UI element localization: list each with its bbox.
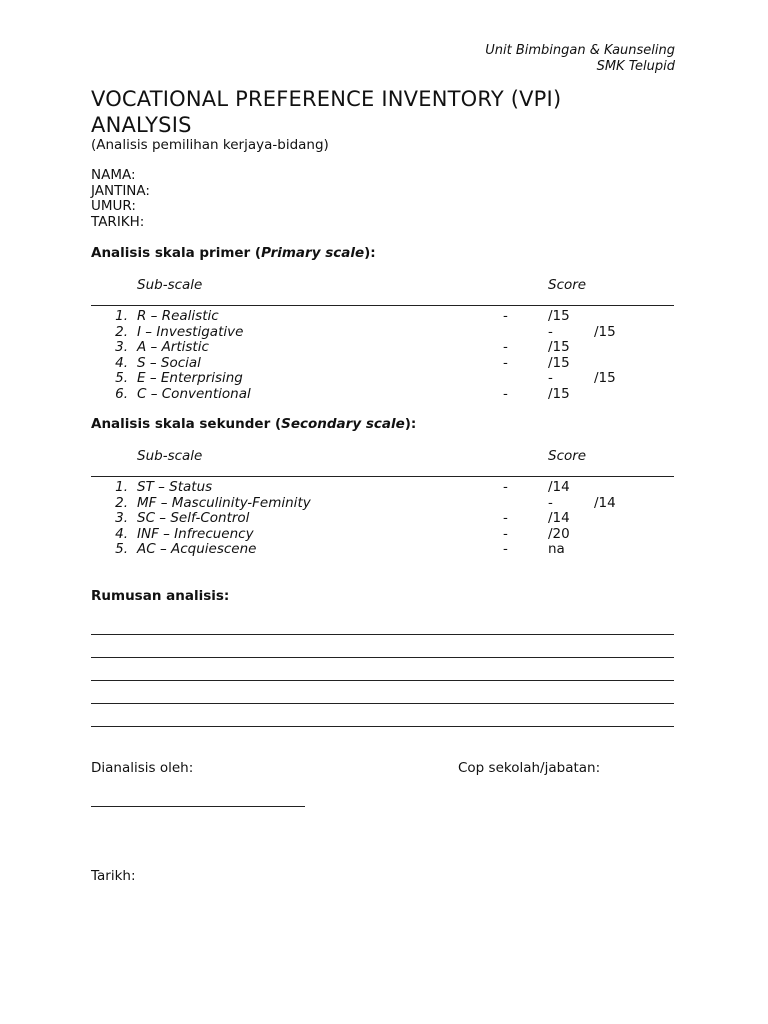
primary-row-label: A – Artistic <box>137 339 209 355</box>
secondary-row-label: SC – Self-Control <box>137 510 250 526</box>
secondary-col-score: Score <box>548 448 587 464</box>
secondary-row-label: INF – Infrecuency <box>137 525 254 542</box>
secondary-heading-suffix: ): <box>404 416 417 432</box>
school-name: SMK Telupid <box>596 59 675 74</box>
primary-row-number: 2. <box>115 323 128 340</box>
primary-row-label: R – Realistic <box>137 308 219 324</box>
field-jantina: JANTINA: <box>91 182 150 199</box>
secondary-row-number: 5. <box>115 541 128 557</box>
field-nama: NAMA: <box>91 167 136 183</box>
secondary-divider <box>91 476 674 477</box>
primary-row-dash: - <box>503 308 508 324</box>
secondary-row-score[interactable]: na <box>548 541 565 557</box>
title-line-1: VOCATIONAL PREFERENCE INVENTORY (VPI) <box>91 87 562 111</box>
primary-row-score[interactable]: /15 <box>548 308 570 324</box>
signature-line[interactable] <box>91 806 305 807</box>
primary-row <box>0 355 768 371</box>
primary-row <box>0 386 768 402</box>
summary-line-3[interactable] <box>91 680 674 681</box>
primary-heading-prefix: Analisis skala primer ( <box>91 245 262 261</box>
primary-row-label: I – Investigative <box>137 323 244 340</box>
secondary-scale-heading <box>91 416 416 432</box>
secondary-row-dash: - <box>548 494 553 511</box>
summary-line-4[interactable] <box>91 703 674 704</box>
secondary-heading-italic: Secondary scale <box>281 416 405 432</box>
primary-row-number: 5. <box>115 370 128 386</box>
primary-row-label: E – Enterprising <box>137 370 243 386</box>
primary-row-score[interactable]: /15 <box>594 370 616 386</box>
secondary-row-dash: - <box>503 510 508 526</box>
primary-row-dash: - <box>503 385 508 402</box>
secondary-row <box>0 510 768 526</box>
secondary-col-subscale: Sub-scale <box>137 448 203 464</box>
secondary-row-dash: - <box>503 525 508 542</box>
primary-row-label: C – Conventional <box>137 385 251 402</box>
page-title <box>91 86 561 138</box>
page-subtitle: (Analisis pemilihan kerjaya-bidang) <box>91 137 329 153</box>
primary-row <box>0 339 768 355</box>
school-stamp-label: Cop sekolah/jabatan: <box>458 760 601 776</box>
secondary-row-score[interactable]: /14 <box>548 510 570 526</box>
org-name: Unit Bimbingan & Kaunseling <box>485 43 675 58</box>
secondary-row-label: MF – Masculinity-Feminity <box>137 494 311 511</box>
date-label: Tarikh: <box>91 868 136 884</box>
analysed-by-label: Dianalisis oleh: <box>91 760 194 776</box>
primary-row-number: 3. <box>115 339 128 355</box>
primary-row <box>0 308 768 324</box>
title-line-2: ANALYSIS <box>91 113 192 137</box>
secondary-row-label: AC – Acquiescene <box>137 541 257 557</box>
secondary-row-number: 2. <box>115 494 128 511</box>
primary-row-score[interactable]: /15 <box>548 385 570 402</box>
primary-row <box>0 370 768 386</box>
summary-line-1[interactable] <box>91 634 674 635</box>
primary-row-score[interactable]: /15 <box>548 354 570 371</box>
primary-divider <box>91 305 674 306</box>
primary-row-dash: - <box>548 370 553 386</box>
primary-heading-suffix: ): <box>364 245 376 261</box>
primary-row-dash: - <box>503 354 508 371</box>
field-umur: UMUR: <box>91 198 136 214</box>
summary-heading: Rumusan analisis: <box>91 588 230 604</box>
secondary-row <box>0 526 768 542</box>
primary-row-label: S – Social <box>137 354 201 371</box>
secondary-row <box>0 495 768 511</box>
primary-row-number: 1. <box>115 308 128 324</box>
secondary-row <box>0 479 768 495</box>
primary-col-score: Score <box>548 277 587 293</box>
secondary-row-number: 1. <box>115 479 128 495</box>
primary-scale-heading <box>91 245 376 261</box>
field-tarikh: TARIKH: <box>91 213 145 230</box>
secondary-row-score[interactable]: /14 <box>548 479 570 495</box>
secondary-row-dash: - <box>503 541 508 557</box>
primary-row-number: 4. <box>115 354 128 371</box>
primary-col-subscale: Sub-scale <box>137 277 203 293</box>
secondary-row-label: ST – Status <box>137 479 213 495</box>
summary-line-5[interactable] <box>91 726 674 727</box>
secondary-row-number: 3. <box>115 510 128 526</box>
primary-heading-italic: Primary scale <box>261 245 365 261</box>
primary-row-dash: - <box>503 339 508 355</box>
primary-row-score[interactable]: /15 <box>594 323 616 340</box>
secondary-row-score[interactable]: /20 <box>548 525 570 542</box>
secondary-row <box>0 541 768 557</box>
secondary-row-score[interactable]: /14 <box>594 494 616 511</box>
secondary-row-number: 4. <box>115 525 128 542</box>
primary-row-score[interactable]: /15 <box>548 339 570 355</box>
summary-line-2[interactable] <box>91 657 674 658</box>
secondary-heading-prefix: Analisis skala sekunder ( <box>91 416 282 432</box>
primary-row-dash: - <box>548 323 553 340</box>
secondary-row-dash: - <box>503 479 508 495</box>
primary-row-number: 6. <box>115 385 128 402</box>
primary-row <box>0 324 768 340</box>
